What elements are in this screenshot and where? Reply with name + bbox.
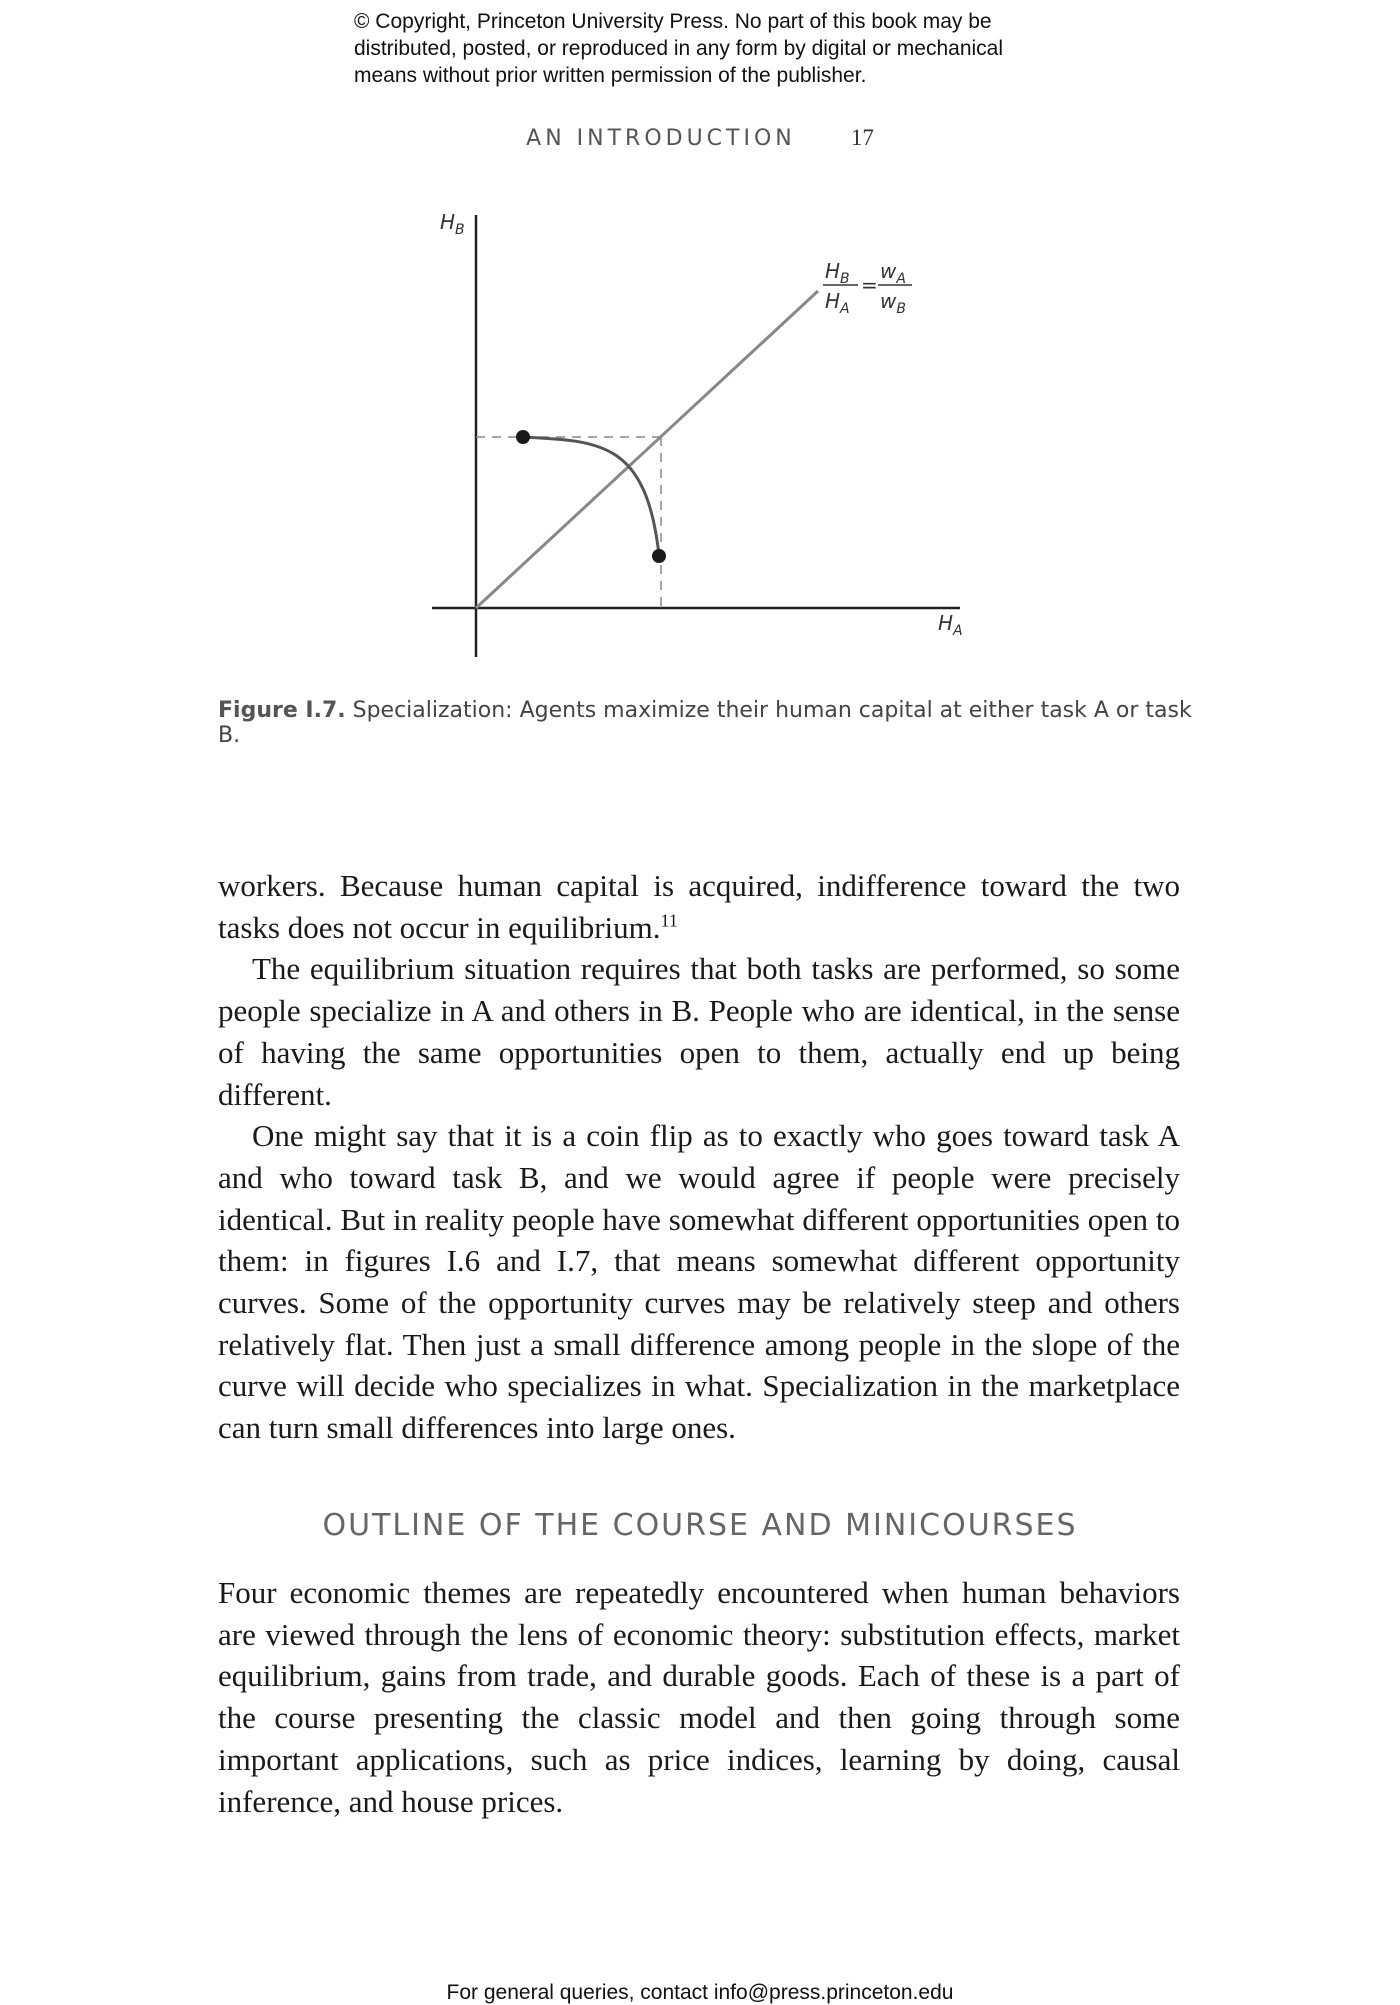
copyright-line: means without prior written permission of the publisher.	[354, 64, 867, 87]
svg-text:HA: $H_A$	[825, 289, 850, 317]
running-title: AN INTRODUCTION	[526, 126, 796, 151]
x-axis-label: $H_A$	[938, 611, 963, 639]
figure-caption	[218, 698, 1198, 748]
copyright-line: © Copyright, Princeton University Press. No part of this book may be	[354, 10, 992, 33]
paragraph: The equilibrium situation requires that both tasks are performed, so some people specialize in A and others in B. People who are identical, in the sense of having the same opportunities open to them, actually end up being different.	[218, 951, 1180, 1112]
corner-point-a	[652, 549, 666, 563]
body-text-block	[218, 1572, 1180, 1822]
svg-text:=: =	[861, 273, 878, 297]
paragraph: Four economic themes are repeatedly encountered when human behaviors are viewed through the lens of economic theory: substitution effects, market equilibrium, gains from trade, and durable goods. Each of these is a part of the course presenting the classic model and then going through some important applications, such as price indices, learning by doing, causal inference, and house prices.	[218, 1575, 1180, 1819]
ratio-label	[823, 259, 912, 317]
specialization-figure	[420, 205, 980, 665]
svg-text:HB: $H_B$	[825, 259, 850, 287]
footer-contact: For general queries, contact info@press.princeton.edu	[446, 1981, 954, 2004]
footnote-ref: 11	[660, 910, 678, 931]
svg-text:wB: $w_B$	[880, 289, 906, 317]
paragraph: One might say that it is a coin flip as to exactly who goes toward task A and who toward task B, and we would agree if people were precisely identical. But in reality people have somewhat different opportunities open to them: in figures I.6 and I.7, that means somewhat different opportunity curves. Some of the opportunity curves may be relatively steep and others relatively flat. Then just a small difference among people in the slope of the curve will decide who specializes in what. Specialization in the marketplace can turn small differences into large ones.	[218, 1118, 1180, 1446]
corner-point-b	[516, 430, 530, 444]
copyright-line: distributed, posted, or reproduced in any form by digital or mechanical	[354, 37, 1004, 60]
page-number: 17	[850, 125, 874, 150]
paragraph	[218, 865, 1180, 948]
opportunity-curve	[523, 437, 659, 555]
copyright-notice	[354, 8, 1114, 89]
caption-label: Figure I.7.	[218, 698, 346, 723]
paragraph-text: workers. Because human capital is acquired, indifference toward the two tasks does not occur in equilibrium.	[218, 868, 1180, 945]
running-head	[0, 125, 1400, 151]
svg-text:wA: $w_A$	[880, 259, 906, 287]
section-heading: OUTLINE OF THE COURSE AND MINICOURSES	[322, 1508, 1078, 1543]
body-text-block	[218, 865, 1180, 1449]
ratio-ray	[476, 291, 818, 608]
y-axis-label: $H_B$	[440, 210, 465, 238]
caption-text: Specialization: Agents maximize their human capital at either task A or task B.	[218, 698, 1192, 748]
